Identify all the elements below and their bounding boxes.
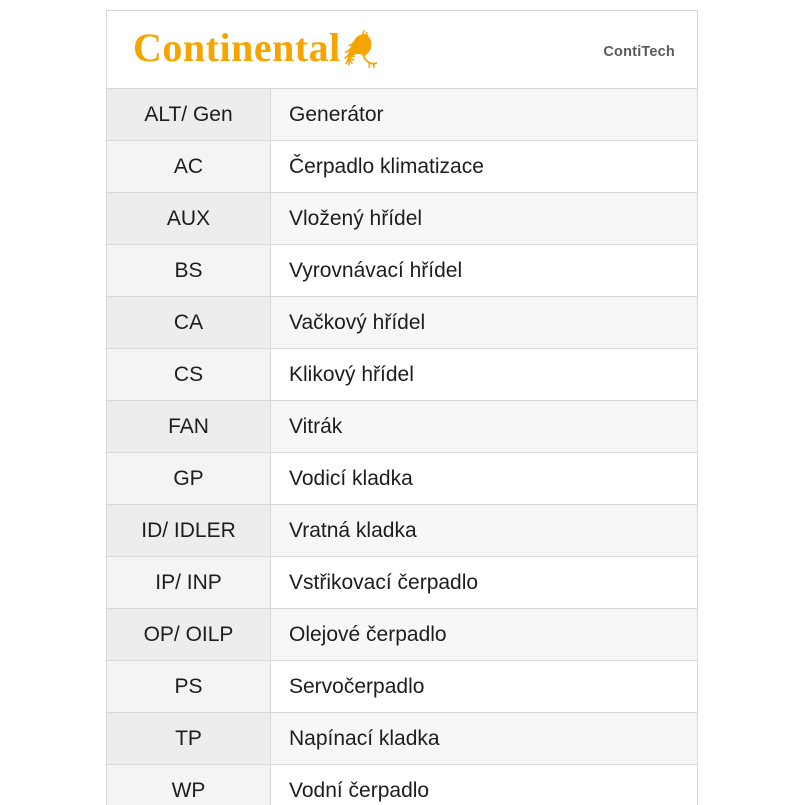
row-description: Vitrák	[271, 401, 697, 452]
row-description: Vyrovnávací hřídel	[271, 245, 697, 296]
row-description: Klikový hřídel	[271, 349, 697, 400]
table-row	[107, 89, 697, 141]
table-row	[107, 349, 697, 401]
row-description: Napínací kladka	[271, 713, 697, 764]
table-row	[107, 713, 697, 765]
row-code: OP/ OILP	[107, 609, 271, 660]
row-code: AC	[107, 141, 271, 192]
prancing-horse-icon	[343, 29, 377, 74]
row-description: Olejové čerpadlo	[271, 609, 697, 660]
row-code: WP	[107, 765, 271, 805]
table-row	[107, 141, 697, 193]
row-code: FAN	[107, 401, 271, 452]
row-code: CS	[107, 349, 271, 400]
row-code: ID/ IDLER	[107, 505, 271, 556]
table-row	[107, 505, 697, 557]
table-row	[107, 765, 697, 805]
table-row	[107, 661, 697, 713]
row-description: Vratná kladka	[271, 505, 697, 556]
row-code: GP	[107, 453, 271, 504]
row-description: Generátor	[271, 89, 697, 140]
row-code: ALT/ Gen	[107, 89, 271, 140]
row-code: AUX	[107, 193, 271, 244]
table-row	[107, 401, 697, 453]
row-description: Čerpadlo klimatizace	[271, 141, 697, 192]
brand-header	[107, 11, 697, 89]
row-description: Vodní čerpadlo	[271, 765, 697, 805]
row-code: BS	[107, 245, 271, 296]
row-code: CA	[107, 297, 271, 348]
table-row	[107, 453, 697, 505]
table-row	[107, 193, 697, 245]
datasheet-panel	[106, 10, 698, 805]
row-description: Servočerpadlo	[271, 661, 697, 712]
continental-wordmark: Continental	[133, 25, 341, 70]
contitech-brandmark: ContiTech	[603, 44, 675, 60]
table-row	[107, 297, 697, 349]
continental-logo	[133, 27, 377, 74]
abbreviation-table	[107, 89, 697, 805]
table-row	[107, 245, 697, 297]
table-row	[107, 609, 697, 661]
row-code: TP	[107, 713, 271, 764]
row-description: Vodicí kladka	[271, 453, 697, 504]
row-code: IP/ INP	[107, 557, 271, 608]
row-description: Vstřikovací čerpadlo	[271, 557, 697, 608]
table-row	[107, 557, 697, 609]
row-code: PS	[107, 661, 271, 712]
row-description: Vložený hřídel	[271, 193, 697, 244]
row-description: Vačkový hřídel	[271, 297, 697, 348]
